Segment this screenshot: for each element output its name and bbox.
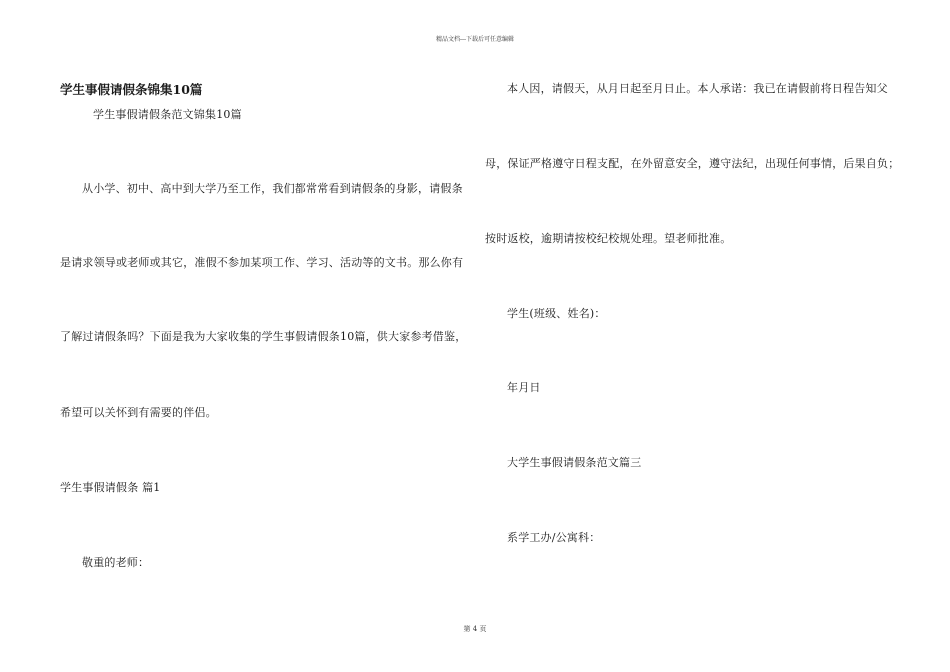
office-addressee: 系学工办/公寓科： [507,531,601,544]
date-line: 年月日 [507,381,541,394]
leave-body-line-3: 按时返校，逾期请按校纪校规处理。望老师批准。 [485,232,732,245]
section-heading-1: 学生事假请假条 篇1 [60,481,161,494]
leave-body-line-1: 本人因，请假天，从月日起至月日止。本人承诺：我已在请假前将日程告知父 [507,82,888,95]
salutation: 敬重的老师： [82,556,150,569]
student-signature-line: 学生(班级、姓名)： [507,307,606,320]
leave-body-line-2: 母，保证严格遵守日程支配，在外留意安全，遵守法纪，出现任何事情，后果自负； [485,157,900,170]
document-title: 学生事假请假条锦集10篇 [60,82,203,97]
intro-line-1: 从小学、初中、高中到大学乃至工作，我们都常常看到请假条的身影，请假条 [82,182,463,195]
intro-line-2: 是请求领导或老师或其它，准假不参加某项工作、学习、活动等的文书。那么你有 [60,256,464,269]
intro-line-3: 了解过请假条吗？下面是我为大家收集的学生事假请假条10篇，供大家参考借鉴， [60,330,467,343]
page-number: 第 4 页 [463,625,487,633]
section-heading-3: 大学生事假请假条范文篇三 [507,456,642,469]
intro-line-4: 希望可以关怀到有需要的伴侣。 [60,406,217,419]
document-subtitle: 学生事假请假条范文锦集10篇 [93,108,242,121]
page-header: 精品文档---下载后可任意编辑 [435,36,515,43]
